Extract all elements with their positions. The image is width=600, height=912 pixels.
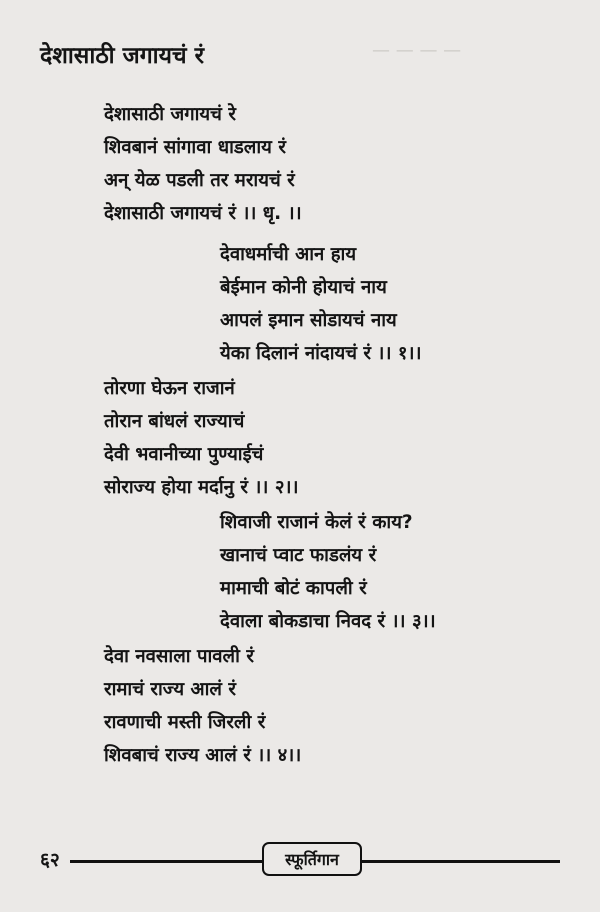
poem-line: शिवबानं सांगावा धाडलाय रं — [104, 137, 286, 158]
poem-line: देवाला बोकडाचा निवद रं ।। ३।। — [220, 611, 436, 632]
page-number: ६२ — [40, 849, 60, 871]
book-title-box — [262, 842, 362, 876]
poem-line: आपलं इमान सोडायचं नाय — [220, 310, 397, 331]
poem-line: देशासाठी जगायचं रं ।। धृ. ।। — [104, 203, 302, 224]
poem-line: शिवाजी राजानं केलं रं काय? — [220, 512, 413, 533]
stanza-3 — [104, 372, 299, 504]
footer-rule-right — [362, 860, 560, 863]
stanza-1 — [104, 98, 302, 230]
poem-line: खानाचं प्वाट फाडलंय रं — [220, 545, 377, 566]
poem-line: मामाची बोटं कापली रं — [220, 578, 367, 599]
footer-rule-left — [70, 860, 262, 863]
poem-line: बेईमान कोनी होयाचं नाय — [220, 277, 387, 298]
poem-line: रावणाची मस्ती जिरली रं — [104, 712, 266, 733]
stanza-5 — [104, 640, 301, 772]
poem-line: देशासाठी जगायचं रे — [104, 104, 236, 125]
book-title: स्फूर्तिगान — [285, 850, 339, 869]
poem-line: तोरान बांधलं राज्याचं — [104, 411, 245, 432]
poem-line: अन् येळ पडली तर मरायचं रं — [104, 170, 295, 191]
show-through-text: — — — — — [372, 40, 462, 61]
poem-line: देवाधर्माची आन हाय — [220, 244, 357, 265]
page-footer — [0, 840, 600, 880]
poem-line: सोराज्य होया मर्दानु रं ।। २।। — [104, 477, 299, 498]
poem-line: देवा नवसाला पावली रं — [104, 646, 254, 667]
stanza-4 — [220, 506, 436, 638]
poem-line: येका दिलानं नांदायचं रं ।। १।। — [220, 343, 422, 364]
stanza-2 — [220, 238, 422, 370]
poem-line: रामाचं राज्य आलं रं — [104, 679, 236, 700]
poem-line: शिवबाचं राज्य आलं रं ।। ४।। — [104, 745, 302, 766]
poem-line: तोरणा घेऊन राजानं — [104, 378, 235, 399]
poem-title: देशासाठी जगायचं रं — [40, 43, 204, 69]
poem-line: देवी भवानीच्या पुण्याईचं — [104, 444, 264, 465]
